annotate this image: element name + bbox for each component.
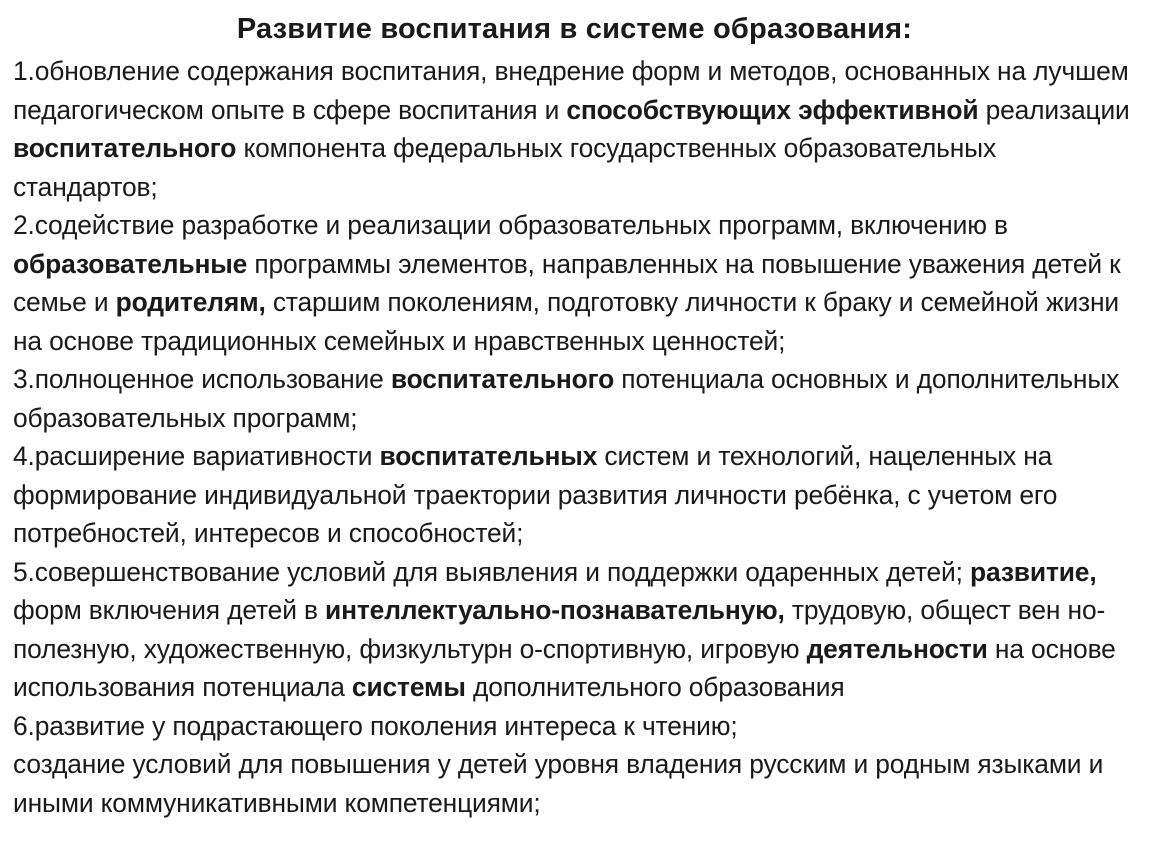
item-text-bold: деятельности [806, 633, 988, 664]
item-text: дополнительного образования [465, 672, 845, 702]
item-text: 3.полноценное использование [13, 364, 391, 394]
item-text: 2.содействие разработке и реализации образовательных программ, включению в [13, 210, 1008, 240]
item-text: систем и технологий, нацеленных на формирование индивидуальной траектории развития личности ребёнка, с учетом его потребностей, интересов и способностей; [13, 441, 1058, 548]
item-text: создание условий для повышения у детей уровня владения русским и родным языками и иными коммуникативными компетенциями; [13, 749, 1104, 818]
item-text: потенциала основных и дополнительных образовательных программ; [13, 364, 1120, 433]
item-text: 1.обновление содержания воспитания, внедрение форм и методов, основанных на лучшем педагогическом опыте в сфере воспитания и [13, 56, 1129, 125]
item-text: трудовую, общест вен но- полезную, художественную, физкультурн о-спортивную, игровую [13, 595, 1106, 664]
item-text-bold: воспитательного [390, 364, 615, 394]
list-item [13, 745, 1136, 822]
list-item [13, 437, 1136, 553]
item-text: 6.развитие у подрастающего поколения интереса к чтению; [13, 710, 738, 741]
item-text: на основе использования потенциала [13, 633, 1116, 702]
list-item [13, 360, 1136, 437]
item-text-bold: воспитательного [13, 133, 237, 163]
list-item [13, 206, 1136, 360]
item-text-bold: образовательные [13, 248, 248, 279]
item-text-bold: воспитательных [379, 441, 598, 471]
item-text-bold: интеллектуально-познавательную, [325, 595, 785, 625]
item-text: 5.совершенствование условий для выявления и поддержки одаренных детей; [13, 556, 971, 587]
item-text-bold: способствующих эффективной [566, 94, 979, 125]
list-item [13, 553, 1136, 707]
item-text: реализации [978, 94, 1130, 125]
list-body [13, 52, 1136, 822]
item-text: форм включения детей в [13, 595, 326, 625]
item-text-bold: системы [351, 672, 466, 702]
list-item [13, 707, 1136, 746]
item-text-bold: родителям, [115, 287, 266, 317]
item-text: компонента федеральных государственных образовательных стандартов; [13, 133, 997, 202]
item-text: программы элементов, направленных на повышение уважения детей к семье и [13, 248, 1121, 317]
page-title: Развитие воспитания в системе образования: [236, 13, 913, 45]
list-item [13, 52, 1136, 206]
item-text: старшим поколениям, подготовку личности к браку и семейной жизни на основе традиционных семейных и нравственных ценностей; [13, 287, 1120, 356]
item-text-bold: развитие, [970, 556, 1097, 587]
item-text: 4.расширение вариативности [13, 441, 380, 471]
